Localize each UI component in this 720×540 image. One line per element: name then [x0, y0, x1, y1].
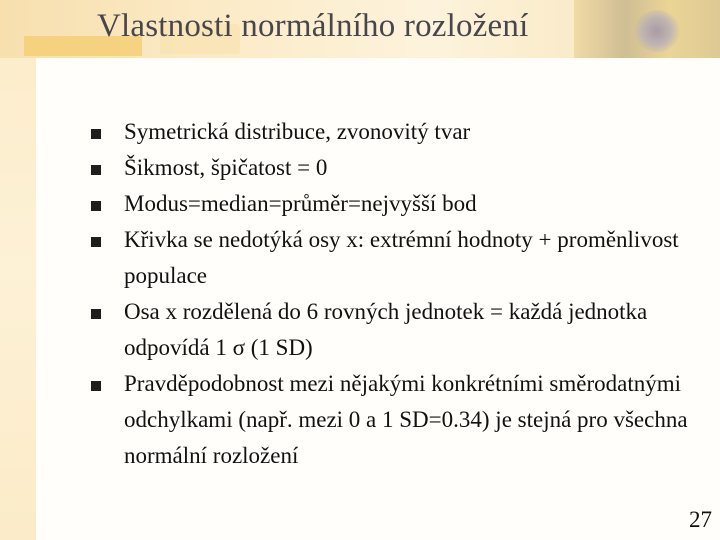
bullet-text: Pravděpodobnost mezi nějakými konkrétními směrodatnými odchylkami (např. mezi 0 a 1 SD=0.34) je stejná pro všechna normální rozložení [124, 371, 688, 468]
bullet-item [80, 186, 705, 222]
square-bullet-icon [91, 309, 101, 319]
square-bullet-icon [91, 129, 101, 139]
bullet-item [80, 114, 705, 150]
bullet-item [80, 150, 705, 186]
bullet-item [80, 294, 705, 366]
bullet-list [80, 114, 705, 474]
bullet-item [80, 366, 705, 474]
bullet-text: Křivka se nedotýká osy x: extrémní hodnoty + proměnlivost populace [124, 227, 679, 288]
square-bullet-icon [91, 165, 101, 175]
square-bullet-icon [91, 381, 101, 391]
square-bullet-icon [91, 201, 101, 211]
slide-title: Vlastnosti normálního rozložení [97, 8, 529, 44]
decorative-flower-bloom [634, 10, 680, 52]
bullet-text: Šikmost, špičatost = 0 [124, 155, 328, 180]
bullet-text: Osa x rozdělená do 6 rovných jednotek = každá jednotka odpovídá 1 σ (1 SD) [124, 299, 648, 360]
bullet-text: Modus=median=průměr=nejvyšší bod [124, 191, 477, 216]
bullet-text: Symetrická distribuce, zvonovitý tvar [124, 119, 471, 144]
square-bullet-icon [91, 237, 101, 247]
bullet-item [80, 222, 705, 294]
page-number: 27 [689, 507, 712, 532]
background-left-strip [0, 0, 36, 540]
